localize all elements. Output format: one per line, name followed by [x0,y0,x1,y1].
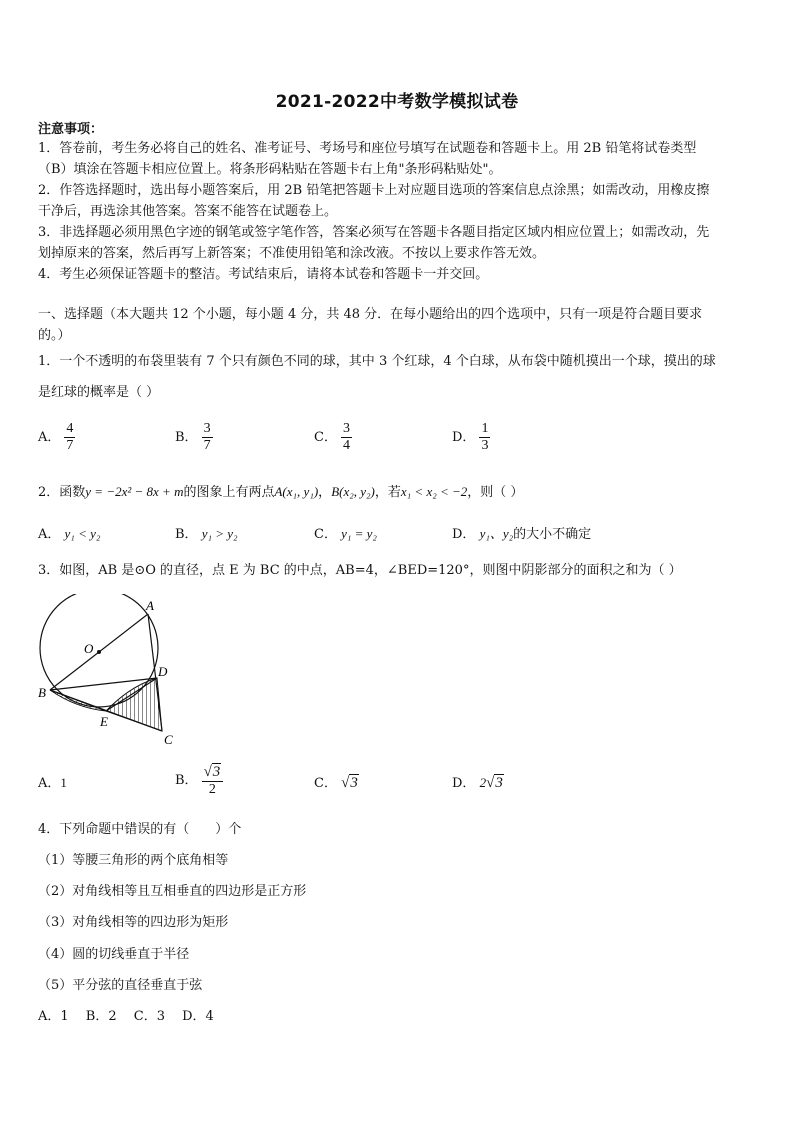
q4-item: （1）等腰三角形的两个底角相等 [38,853,229,868]
geometry-figure [30,594,190,754]
label-e: E [100,714,108,729]
q3-option-d: D． 2√3 [452,775,503,791]
page-title: 2021-2022中考数学模拟试卷 [275,92,519,112]
q1-option-a: A． $\frac{4}{7}$ [38,421,74,453]
q2-function: y = −2x² − 8x + m [85,484,184,499]
label-c: C [164,732,173,747]
notice-line: 3．非选择题必须用黑色字迹的钢笔或签字笔作答，答案必须写在答题卡各题目指定区域内相应位置上；如需改动，先 [38,225,710,240]
q4-item: （5）平分弦的直径垂直于弦 [38,978,203,993]
notice-line: （B）填涂在答题卡相应位置上。将条形码粘贴在答题卡右上角"条形码粘贴处"。 [38,162,502,177]
q2-option-b: B． y₁ > y₂ [175,526,238,542]
q4-item: （3）对角线相等的四边形为矩形 [38,915,229,930]
q2-option-a: A． y₁ < y₂ [38,526,101,542]
question-4: 4．下列命题中错误的有（ ）个 [38,822,242,837]
label-d: D [158,664,168,679]
notice-line: 2．作答选择题时，选出每小题答案后，用 2B 铅笔把答题卡上对应题目选项的答案信息点涂黑；如需改动，用橡皮擦 [38,183,710,198]
q4-options: A．1 B．2 C．3 D．4 [38,1009,214,1024]
q1-option-b: B． $\frac{3}{7}$ [175,421,211,453]
question-1-cont: 是红球的概率是（ ） [38,385,160,400]
q4-item: （4）圆的切线垂直于半径 [38,947,190,962]
question-1: 1．一个不透明的布袋里装有 7 个只有颜色不同的球，其中 3 个红球，4 个白球，从布袋中随机摸出一个球，摸出的球 [38,354,716,369]
question-3: 3．如图，AB 是⊙O 的直径，点 E 为 BC 的中点，AB=4，∠BED=120°，则图中阴影部分的面积之和为（ ） [38,563,682,578]
section-heading: 一、选择题（本大题共 12 个小题，每小题 4 分，共 48 分．在每小题给出的四个选项中，只有一项是符合题目要求 [38,307,703,322]
notice-line: 1．答卷前，考生务必将自己的姓名、准考证号、考场号和座位号填写在试题卷和答题卡上。用 2B 铅笔将试卷类型 [38,141,697,156]
notice-line: 划掉原来的答案，然后再写上新答案；不准使用铅笔和涂改液。不按以上要求作答无效。 [38,246,546,261]
section-heading-cont: 的。） [38,328,71,343]
notice-heading: 注意事项： [38,122,104,137]
q1-option-d: D． $\frac{1}{3}$ [452,421,489,453]
notice-line: 干净后，再选涂其他答案。答案不能答在试题卷上。 [38,204,338,219]
q3-option-b: B． $\frac{√3}{2}$ [175,764,223,798]
question-2: 2．函数y = −2x² − 8x + m的图象上有两点A(x₁, y₁)，B(x₂, y₂)，若x₁ < x₂ < −2，则（ ） [38,484,524,500]
label-a: A [146,598,154,613]
label-b: B [38,685,46,700]
q2-option-d: D． y₁、y₂的大小不确定 [452,526,592,542]
label-o: O [84,641,94,656]
q3-option-c: C． √3 [314,775,358,791]
q1-option-c: C． $\frac{3}{4}$ [314,421,350,453]
notice-line: 4．考生必须保证答题卡的整洁。考试结束后，请将本试卷和答题卡一并交回。 [38,267,489,282]
q4-item: （2）对角线相等且互相垂直的四边形是正方形 [38,884,307,899]
q2-option-c: C． y₁ = y₂ [314,526,377,542]
q3-option-a: A．1 [38,775,67,791]
